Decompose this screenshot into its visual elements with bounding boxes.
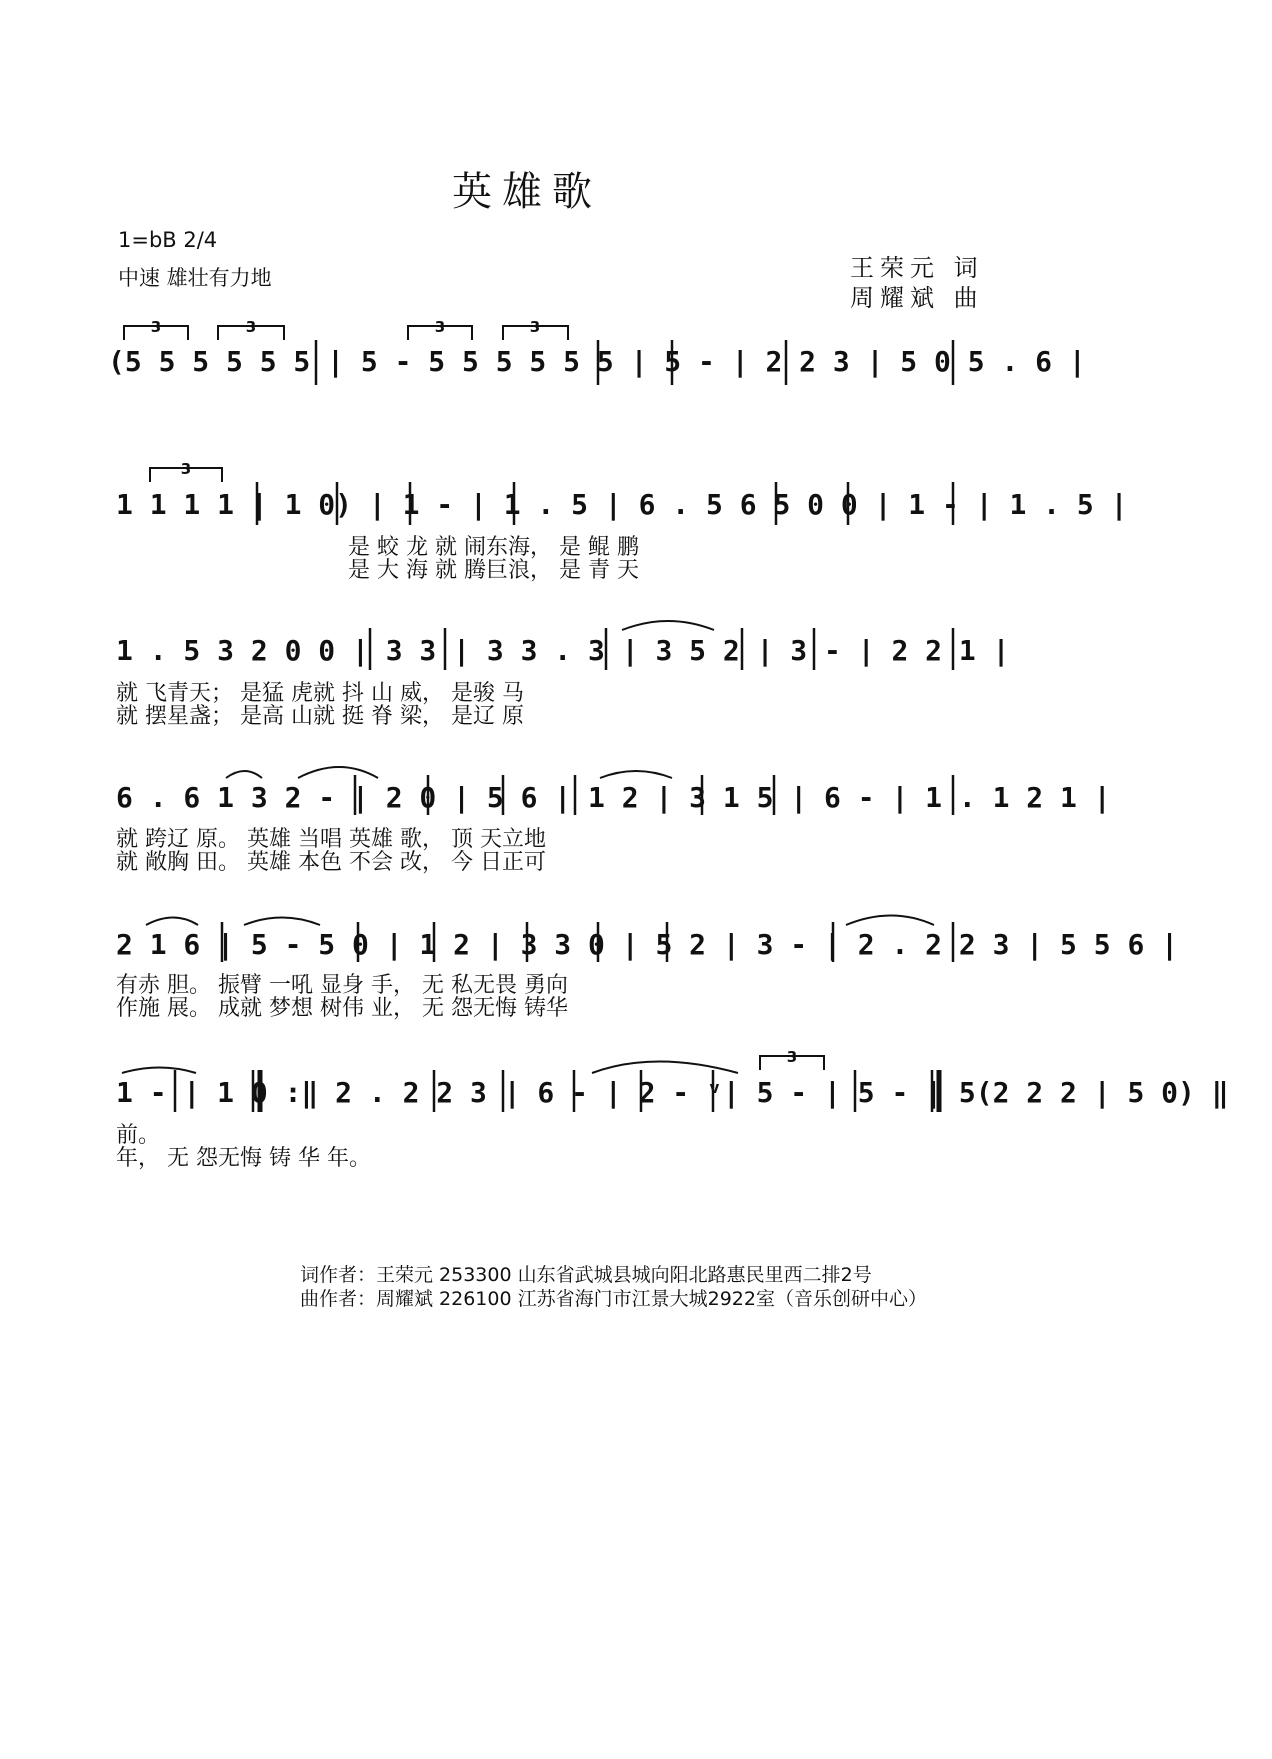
lyric-line-3-verse-2: 就 摆星盏； 是高 山就 挺 脊 梁， 是辽 原 <box>116 704 524 729</box>
lyric-line-5-verse-1: 有赤 胆。 振臂 一吼 显身 手， 无 私无畏 勇向 <box>116 973 568 998</box>
lyric-line-2-verse-1: 是 蛟 龙 就 闹东海， 是 鲲 鹏 <box>348 535 639 560</box>
lyric-line-2-verse-2: 是 大 海 就 腾巨浪， 是 青 天 <box>348 558 639 583</box>
lyric-line-6-verse-2: 年， 无 怨无悔 铸 华 年。 <box>116 1146 371 1171</box>
svg-text:3: 3 <box>150 318 162 336</box>
notation-line-5: 2 1 6 | 5 - 5 0 | 1 2 | 3 3 0 | 5 2 | 3 - | 2 . 2 2 3 | 5 5 6 | <box>116 928 1179 961</box>
lyric-line-4-verse-2: 就 敞胸 田。 英雄 本色 不会 改， 今 日正可 <box>116 850 546 875</box>
svg-text:3: 3 <box>434 318 446 336</box>
svg-text:3: 3 <box>245 318 257 336</box>
song-title: 英雄歌 <box>452 169 602 215</box>
notation-line-2: 1 1 1 1 | 1 0) | 1 - | 1 . 5 | 6 . 5 6 5 0 0 | 1 - | 1 . 5 | <box>116 488 1128 521</box>
composer-contact: 曲作者：周耀斌 226100 江苏省海门市江景大城2922室（音乐创研中心） <box>300 1288 927 1310</box>
lyric-line-6-verse-1: 前。 <box>116 1123 161 1148</box>
notation-line-1: (5 5 5 5 5 5 | 5 - 5 5 5 5 5 5 | 5 - | 2 2 3 | 5 0 5 . 6 | <box>108 345 1086 378</box>
composer-credit: 周耀斌 曲 <box>850 284 984 312</box>
svg-text:3: 3 <box>529 318 541 336</box>
lyricist-credit: 王荣元 词 <box>850 254 984 282</box>
tempo-marking: 中速 雄壮有力地 <box>118 266 272 290</box>
lyric-line-3-verse-1: 就 飞青天； 是猛 虎就 抖 山 威， 是骏 马 <box>116 681 524 706</box>
lyric-line-4-verse-1: 就 跨辽 原。 英雄 当唱 英雄 歌， 顶 天立地 <box>116 827 546 852</box>
svg-text:3: 3 <box>180 460 192 478</box>
lyricist-contact: 词作者：王荣元 253300 山东省武城县城向阳北路惠民里西二排2号 <box>300 1264 872 1286</box>
svg-text:3: 3 <box>786 1048 798 1066</box>
notation-line-3: 1 . 5 3 2 0 0 | 3 3 | 3 3 . 3 | 3 5 2 | 3 - | 2 2 1 | <box>116 634 1010 667</box>
key-time-signature: 1=bB 2/4 <box>118 228 218 252</box>
lyric-line-5-verse-2: 作施 展。 成就 梦想 树伟 业， 无 怨无悔 铸华 <box>116 996 568 1021</box>
notation-line-4: 6 . 6 1 3 2 - | 2 0 | 5 6 | 1 2 | 3 1 5 | 6 - | 1 . 1 2 1 | <box>116 781 1111 814</box>
notation-line-6: 1 - | 1 0 :‖ 2 . 2 2 3 | 6 - | 2 - ᵛ| 5 - | 5 - | 5(2 2 2 | 5 0) ‖ <box>116 1076 1229 1109</box>
